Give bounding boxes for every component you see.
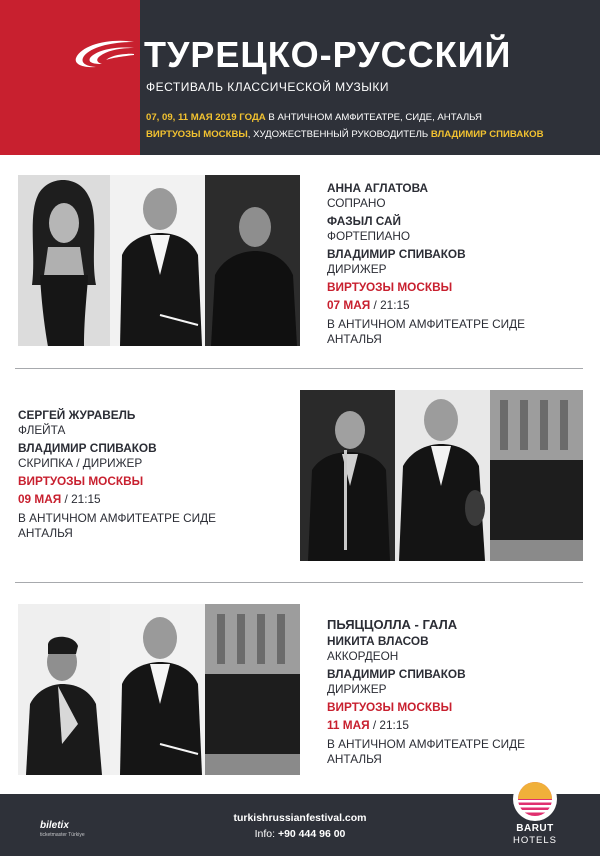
concert-date xyxy=(327,718,525,733)
photo-conductor-2 xyxy=(110,604,205,775)
artist-role: ДИРИЖЕР xyxy=(327,682,387,696)
date-label: 09 МАЯ xyxy=(18,492,62,506)
artist-role: СОПРАНО xyxy=(327,196,386,210)
venue-line: В АНТИЧНОМ АМФИТЕАТРЕ СИДЕ xyxy=(327,737,525,751)
info-label: Info: xyxy=(254,828,276,840)
photo-accordionist xyxy=(18,604,110,775)
artist-name: АННА АГЛАТОВА xyxy=(327,181,429,195)
footer-bar xyxy=(0,794,600,856)
barut-logo-icon xyxy=(512,776,558,822)
orchestra-name: ВИРТУОЗЫ МОСКВЫ xyxy=(327,700,453,714)
concert-heading: ПЬЯЦЦОЛЛА - ГАЛА xyxy=(327,617,458,632)
header-red-panel xyxy=(0,0,140,155)
time-label: 21:15 xyxy=(379,718,409,732)
venue-line: АНТАЛЬЯ xyxy=(327,752,382,766)
section-divider xyxy=(15,368,583,369)
orchestra-name: ВИРТУОЗЫ МОСКВЫ xyxy=(327,280,453,294)
photo-pianist xyxy=(205,175,300,346)
orchestra-name: ВИРТУОЗЫ МОСКВЫ xyxy=(18,474,144,488)
concert2-photos xyxy=(300,390,583,561)
separator: / xyxy=(64,492,68,506)
artist-name: ВЛАДИМИР СПИВАКОВ xyxy=(18,441,157,455)
barut-hotels: HOTELS xyxy=(512,835,557,846)
festival-director-label: , ХУДОЖЕСТВЕННЫЙ РУКОВОДИТЕЛЬ xyxy=(247,129,431,140)
concert3-details xyxy=(327,617,525,767)
section-divider xyxy=(15,582,583,583)
venue-line: АНТАЛЬЯ xyxy=(18,526,73,540)
concert2-details xyxy=(18,408,216,541)
photo-orchestra-2 xyxy=(205,604,300,775)
venue-line: В АНТИЧНОМ АМФИТЕАТРЕ СИДЕ xyxy=(327,317,525,331)
concert3-photos xyxy=(18,604,300,775)
artist-role: ФОРТЕПИАНО xyxy=(327,229,411,243)
artist-role: ДИРИЖЕР xyxy=(327,262,387,276)
concert-date xyxy=(327,298,525,313)
biletix-tagline: ticketmaster Türkiye xyxy=(40,832,85,838)
festival-dates-line xyxy=(146,112,482,123)
festival-orchestra: ВИРТУОЗЫ МОСКВЫ xyxy=(146,129,248,140)
date-label: 07 МАЯ xyxy=(327,298,371,312)
artist-name: ВЛАДИМИР СПИВАКОВ xyxy=(327,667,466,681)
biletix-logo[interactable]: biletix xyxy=(40,820,69,831)
separator: / xyxy=(372,718,377,732)
festival-orchestra-line xyxy=(146,129,544,140)
venue-line: АНТАЛЬЯ xyxy=(327,332,382,346)
concert1-photos xyxy=(18,175,300,346)
phone-number[interactable]: +90 444 96 00 xyxy=(277,828,346,840)
festival-director-name: ВЛАДИМИР СПИВАКОВ xyxy=(430,129,544,140)
photo-orchestra xyxy=(490,390,583,561)
time-label: 21:15 xyxy=(71,492,101,506)
festival-title: ТУРЕЦКО-РУССКИЙ xyxy=(144,34,512,75)
festival-dates: 07, 09, 11 МАЯ 2019 ГОДА xyxy=(146,112,266,123)
photo-conductor xyxy=(110,175,205,346)
festival-subtitle: ФЕСТИВАЛЬ КЛАССИЧЕСКОЙ МУЗЫКИ xyxy=(146,80,390,94)
photo-flutist xyxy=(300,390,395,561)
artist-role: ФЛЕЙТА xyxy=(18,423,66,437)
concert-date xyxy=(18,492,216,507)
artist-role: АККОРДЕОН xyxy=(327,649,399,663)
artist-name: ВЛАДИМИР СПИВАКОВ xyxy=(327,247,466,261)
festival-logo-icon xyxy=(72,38,136,72)
website-link[interactable]: turkishrussianfestival.com xyxy=(233,812,367,824)
concert1-details xyxy=(327,181,525,347)
photo-soprano xyxy=(18,175,110,346)
artist-name: СЕРГЕЙ ЖУРАВЕЛЬ xyxy=(18,408,136,422)
artist-role: СКРИПКА / ДИРИЖЕР xyxy=(18,456,143,470)
artist-name: НИКИТА ВЛАСОВ xyxy=(327,634,429,648)
photo-violinist xyxy=(395,390,490,561)
festival-venue: В АНТИЧНОМ АМФИТЕАТРЕ, СИДЕ, АНТАЛЬЯ xyxy=(265,112,482,123)
date-label: 11 МАЯ xyxy=(327,718,370,732)
time-label: 21:15 xyxy=(380,298,410,312)
venue-line: В АНТИЧНОМ АМФИТЕАТРЕ СИДЕ xyxy=(18,511,216,525)
separator: / xyxy=(373,298,377,312)
barut-name: BARUT xyxy=(516,823,554,834)
artist-name: ФАЗЫЛ САЙ xyxy=(327,214,402,228)
